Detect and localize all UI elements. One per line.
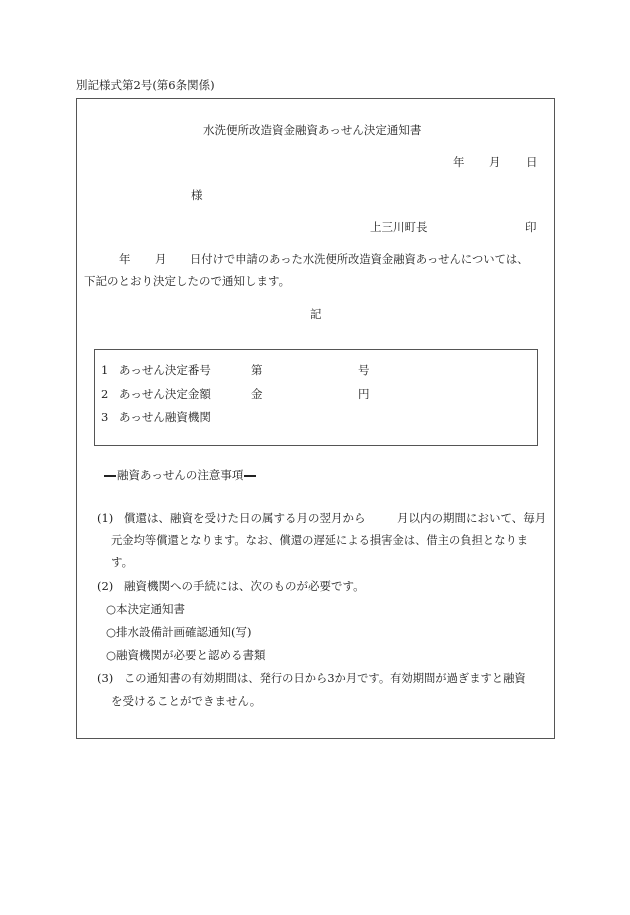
note-text: この通知書の有効期間は、発行の日から3か月です。有効期間が過ぎますと融資 (124, 672, 526, 685)
note-text: 月以内の期間において、毎月 (397, 511, 547, 525)
body-text-line2: 下記のとおり決定したので通知します。 (84, 274, 291, 288)
item-suffix: 円 (358, 387, 370, 401)
note-number: (2) (97, 579, 114, 593)
item-number: 2 (101, 387, 109, 401)
item-number: 1 (101, 363, 109, 377)
heading-dash-left (104, 475, 116, 477)
document-title: 水洗便所改造資金融資あっせん決定通知書 (203, 123, 422, 137)
notes-heading-text: 融資あっせんの注意事項 (117, 468, 244, 482)
addressee-suffix: 様 (191, 188, 203, 202)
item-suffix: 号 (358, 363, 370, 377)
item-prefix: 金 (251, 387, 263, 401)
note-text: 償還は、融資を受けた日の属する月の翌月から (124, 511, 366, 525)
body-year: 年 (119, 252, 131, 266)
issuer-name: 上三川町長 (370, 220, 428, 234)
ki-heading: 記 (310, 307, 322, 321)
date-year: 年 (453, 155, 465, 169)
heading-dash-right (244, 475, 256, 477)
date-day: 日 (526, 155, 538, 169)
item-number: 3 (101, 410, 109, 424)
item-label: あっせん決定番号 (119, 363, 211, 377)
body-text-line1: 日付けで申請のあった水洗便所改造資金融資あっせんについては、 (190, 253, 529, 266)
required-document-item: ○排水設備計画確認通知(写) (106, 625, 252, 639)
body-month: 月 (155, 252, 167, 266)
note-number: (3) (97, 671, 114, 685)
notes-heading (103, 470, 257, 482)
item-prefix: 第 (251, 363, 263, 377)
item-label: あっせん決定金額 (119, 387, 211, 401)
form-label: 別記様式第2号(第6条関係) (76, 78, 215, 92)
seal-mark: 印 (525, 220, 537, 234)
note-text: を受けることができません。 (111, 694, 262, 708)
date-month: 月 (489, 155, 501, 169)
item-label: あっせん融資機関 (119, 410, 211, 424)
note-text: す。 (111, 555, 134, 569)
required-document-item: ○本決定通知書 (106, 602, 186, 616)
note-text: 融資機関への手続には、次のものが必要です。 (124, 579, 365, 593)
required-document-item: ○融資機関が必要と認める書類 (106, 648, 266, 662)
note-number: (1) (97, 511, 114, 525)
note-text: 元金均等償還となります。なお、償還の遅延による損害金は、借主の負担となりま (111, 534, 529, 547)
